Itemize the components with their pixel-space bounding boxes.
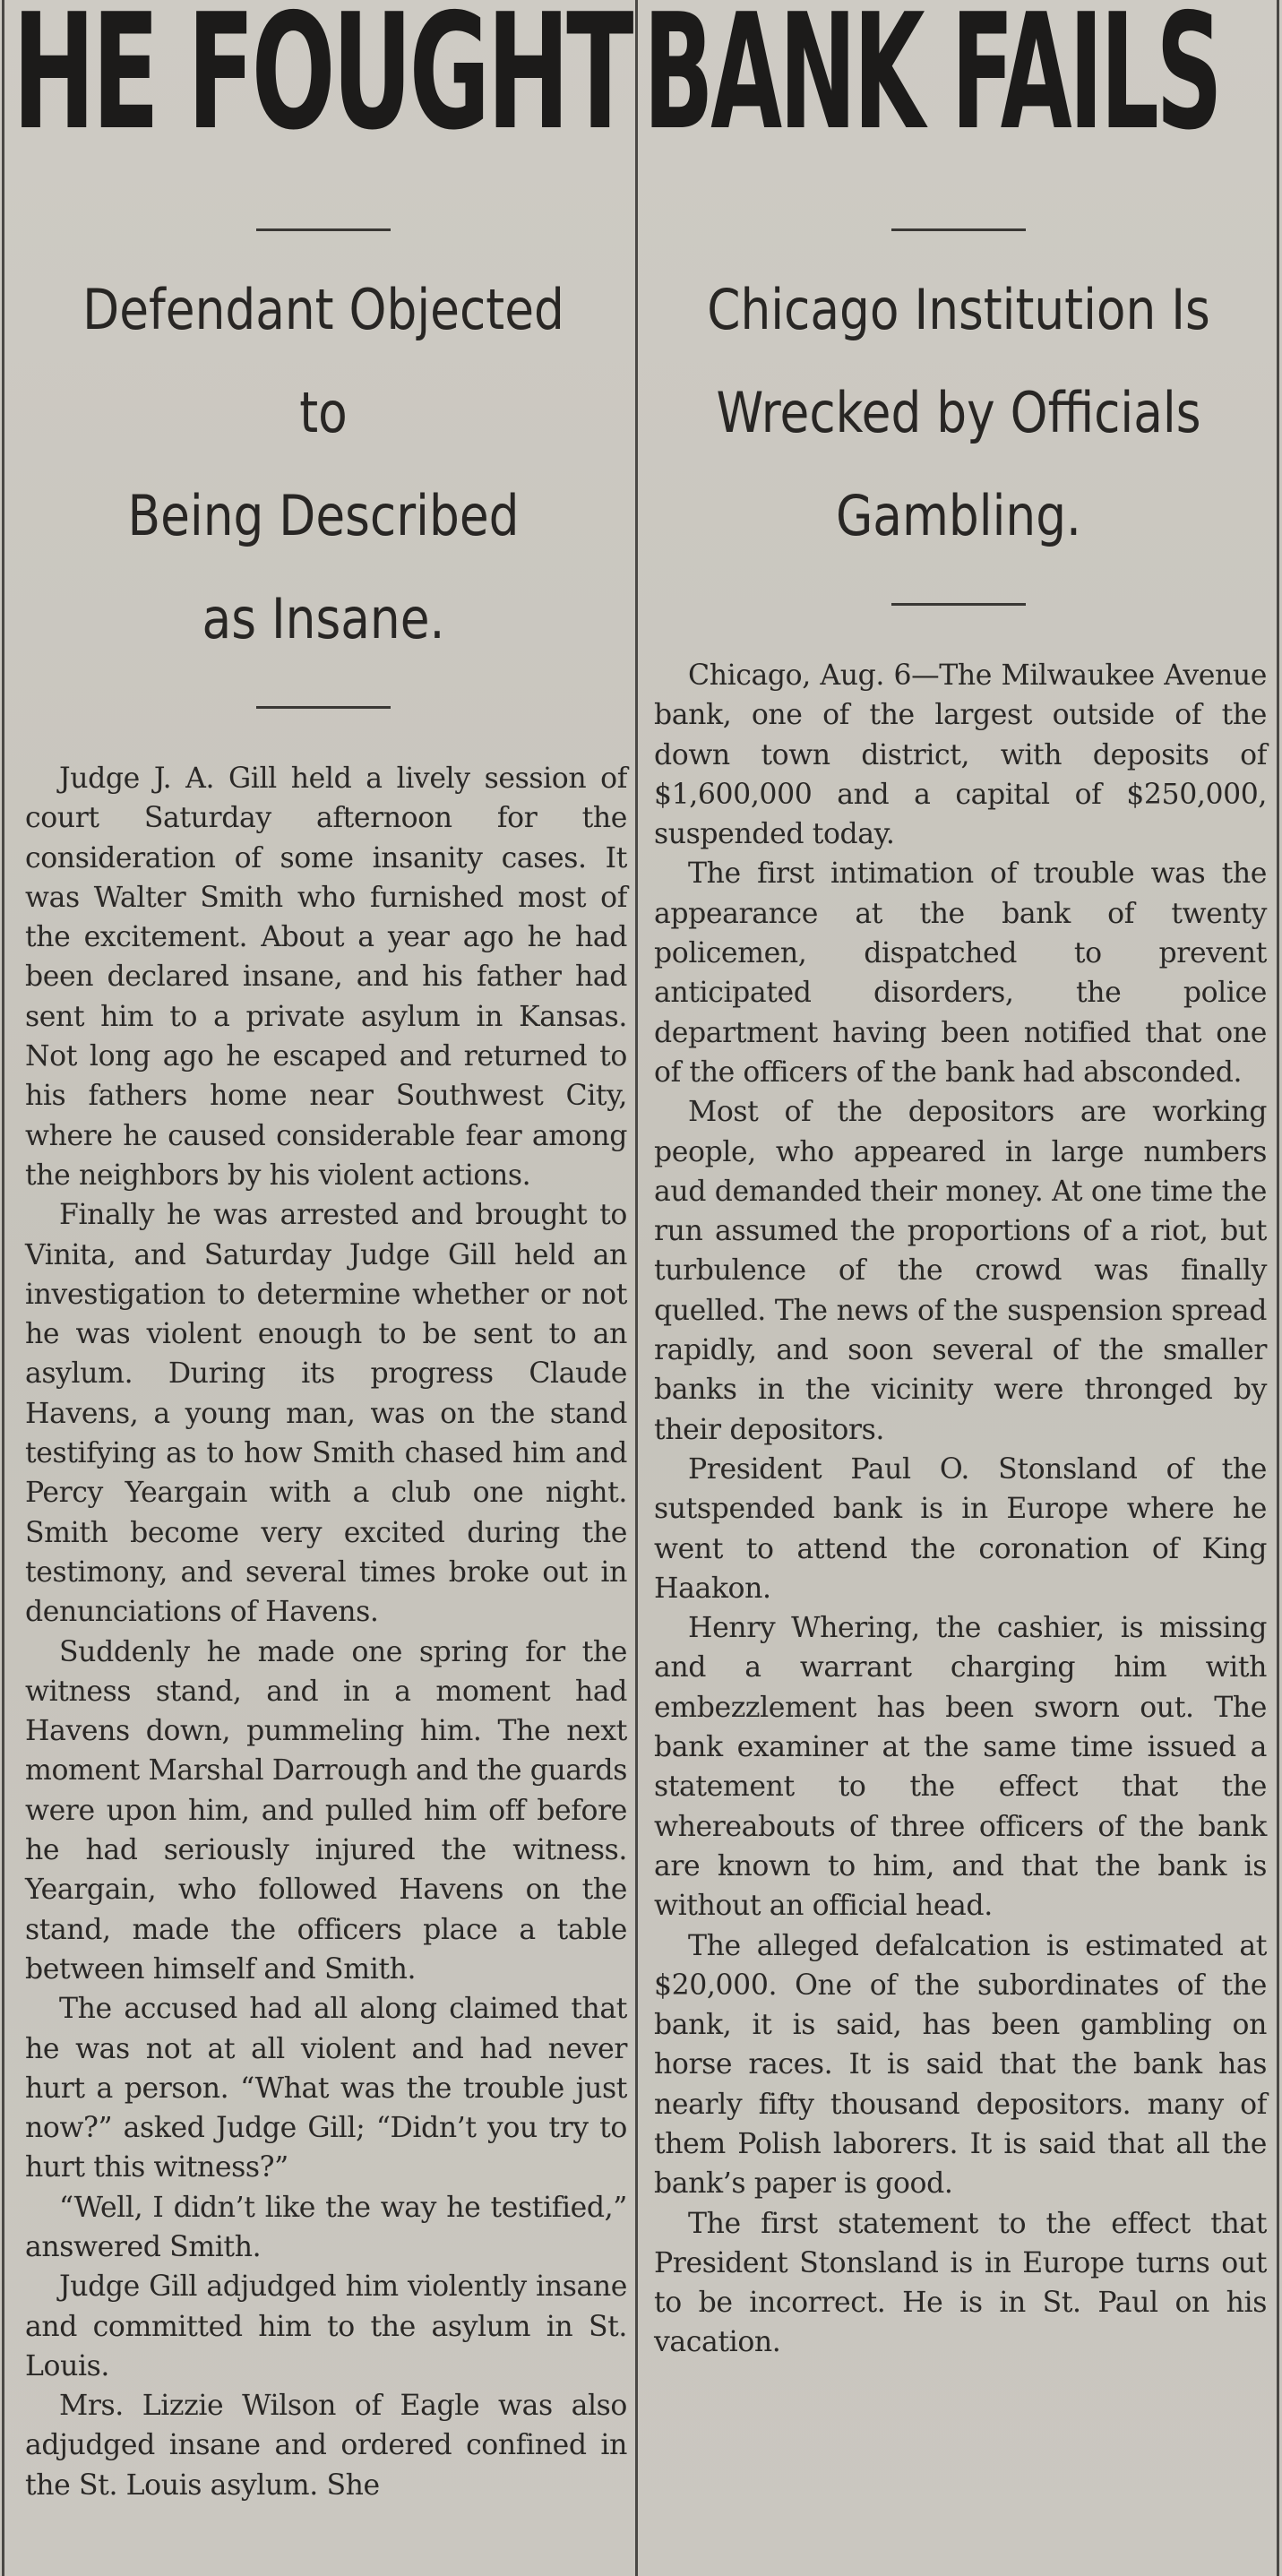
- article-right: [643, 0, 1274, 2576]
- left-border-rule: [2, 0, 4, 2576]
- subheadline-line: Gambling.: [835, 483, 1081, 548]
- paragraph: “Well, I didn’t like the way he testified,” answered Smith.: [25, 2191, 627, 2263]
- paragraph: Chicago, Aug. 6—The Milwaukee Avenue bank, one of the largest outside of the down town district, with deposits of $1,600,000 and a capital of $250,000, suspended today.: [654, 659, 1267, 851]
- paragraph: Judge J. A. Gill held a lively session of court Saturday afternoon for the consideration of some insanity cases. It was Walter Smith who furnished most of the excitement. About a year ago he had been declared insane, and his father had sent him to a private asylum in Kansas. Not long ago he escaped and returned to his fathers home near Southwest City, where he caused considerable fear among the neighbors by his violent actions.: [25, 762, 627, 1192]
- paragraph: President Paul O. Stonsland of the sutspended bank is in Europe where he went to attend the coronation of King Haakon.: [654, 1452, 1267, 1605]
- headline: HE FOUGHT: [13, 0, 631, 165]
- article-body: [13, 759, 634, 2505]
- paragraph: The accused had all along claimed that he was not at all violent and had never hurt a person. “What was the trouble just now?” asked Judge Gill; “Didn’t you try to hurt this witness?”: [25, 1993, 627, 2184]
- paragraph: Mrs. Lizzie Wilson of Eagle was also adjudged insane and ordered confined in the St. Louis asylum. She: [25, 2390, 627, 2502]
- divider: [891, 603, 1026, 606]
- headline: BANK FAILS: [643, 0, 1220, 165]
- paragraph: Suddenly he made one spring for the witness stand, and in a moment had Havens down, pummeling him. The next moment Marshal Darrough and the guards were upon him, and pulled him off before he had seriously injured the witness. Yeargain, who followed Havens on the stand, made the officers place a table between himself and Smith.: [25, 1635, 627, 1986]
- subheadline-line: Defendant Objected to: [82, 277, 564, 445]
- subheadline: [687, 258, 1229, 567]
- divider: [891, 228, 1026, 231]
- paragraph: The first statement to the effect that President Stonsland is in Europe turns out to be incorrect. He is in St. Paul on his vacation.: [654, 2207, 1267, 2359]
- subheadline-line: Wrecked by Officials: [716, 380, 1201, 445]
- paragraph: Most of the depositors are working people, who appeared in large numbers aud demanded their money. At one time the run assumed the proportions of a riot, but turbulence of the crowd was finally quelled. The news of the suspension spread rapidly, and soon several of the smaller banks in the vicinity were thronged by their depositors.: [654, 1096, 1267, 1446]
- divider: [256, 228, 391, 231]
- subheadline-line: as Insane.: [202, 586, 445, 651]
- paragraph: The first intimation of trouble was the appearance at the bank of twenty policemen, dispatched to prevent anticipated disorders, the police department having been notified that one of the officers of the bank had absconded.: [654, 857, 1267, 1089]
- subheadline: [56, 258, 591, 670]
- column-divider-rule: [635, 0, 638, 2576]
- paragraph: Henry Whering, the cashier, is missing and a warrant charging him with embezzlement has been sworn out. The bank examiner at the same time issued a statement to the effect that the whereabouts of three officers of the bank are known to him, and that the bank is without an official head.: [654, 1612, 1267, 1923]
- right-border-rule: [1277, 0, 1279, 2576]
- paragraph: Judge Gill adjudged him violently insane and committed him to the asylum in St. Louis.: [25, 2270, 627, 2382]
- article-body: [643, 656, 1274, 2363]
- subheadline-line: Chicago Institution Is: [707, 277, 1210, 342]
- paragraph: The alleged defalcation is estimated at $20,000. One of the subordinates of the bank, it is said, has been gambling on horse races. It is said that the bank has nearly fifty thousand depositors. many of them Polish laborers. It is said that all the bank’s paper is good.: [654, 1929, 1267, 2201]
- subheadline-line: Being Described: [127, 483, 520, 548]
- article-left: [13, 0, 634, 2576]
- paragraph: Finally he was arrested and brought to Vinita, and Saturday Judge Gill held an investigation to determine whether or not he was violent enough to be sent to an asylum. During its progress Claude Havens, a young man, was on the stand testifying as to how Smith chased him and Percy Yeargain with a club one night. Smith become very excited during the testimony, and several times broke out in denunciations of Havens.: [25, 1199, 627, 1629]
- divider: [256, 706, 391, 709]
